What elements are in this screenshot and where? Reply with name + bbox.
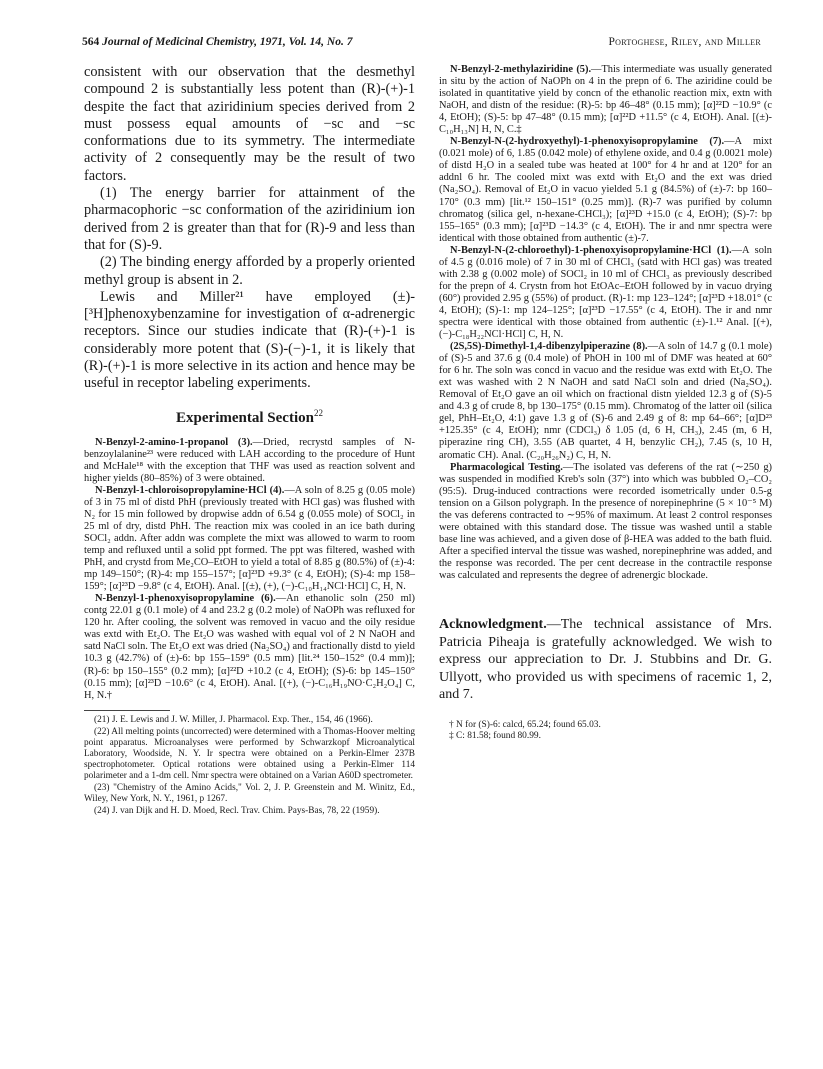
procedure-title: Pharmacological Testing. (450, 461, 563, 473)
discussion-lewis-paragraph: Lewis and Miller²¹ have employed (±)-[³H]phenoxybenzamine for investigation of α-adrenergic receptors. Since our studies indicate that (R)-(+)-1 is considerably more potent that (S)-(−)-1, it is likely that (R)-(+)-1 is more selective in its action and hence may be useful in receptor labeling experiments. (84, 288, 415, 392)
procedure-title: N-Benzyl-2-amino-1-propanol (3). (95, 436, 253, 448)
experimental-left (84, 437, 415, 702)
discussion-continuation: consistent with our observation that the desmethyl compound 2 is substantially less potent than (R)-(+)-1 despite the fact that aziridinium species derived from 2 must possess equal amounts of −sc and −sc conformations due to its symmetry. The intermediate activity of 2 consequently may be the result of two factors. (84, 64, 415, 184)
procedure-body: —An ethanolic soln (250 ml) contg 22.01 g (0.1 mole) of 4 and 23.2 g (0.2 mole) of NaOPh was refluxed for 120 hr. After cooling, the solvent was removed in vacuo and the oily residue was extd with Et₂O. The Et₂O was washed with equal vol of 2 N NaOH and satd NaCl soln. The Et₂O ext was dried (Na₂SO₄) and fractionally distd to yield 10.3 g (42.7%) of (±)-6: bp 155–159° (0.5 mm) [lit.²⁴ 150–152° (0.4 mm)]; (R)-6: bp 150–155° (0.2 mm); [α]²²D +10.2 (c 4, EtOH); (S)-6: bp 145–150° (0.15 mm); [α]²³D −10.6° (c 4, EtOH). Anal. [(+), (−)-C₁₆H₁₉NO·C₂H₂O₄] C, H, N.† (84, 593, 416, 701)
procedure-title: N-Benzyl-N-(2-hydroxyethyl)-1-phenoxyisopropylamine (7). (450, 136, 725, 148)
footnote-23: (23) "Chemistry of the Amino Acids," Vol. 2, J. P. Greenstein and M. Winitz, Ed., Wiley, New York, N. Y., 1961, p 1267. (84, 782, 415, 804)
procedure-title: N-Benzyl-1-phenoxyisopropylamine (6). (95, 593, 276, 605)
footnote-22: (22) All melting points (uncorrected) were determined with a Thomas-Hoover melting point apparatus. Microanalyses were performed by Schwarzkopf Microanalytical Laboratory, Woodside, N. Y. Ir spectra were obtained on a Perkin-Elmer 237B spectrophotometer. Optical rotations were obtained using a Perkin-Elmer 114 polarimeter and a 1-dm cell. Nmr spectra were obtained on a Varian A60D spectrometer. (84, 726, 415, 781)
analysis-footnotes (439, 720, 772, 743)
procedure-compound-5 (439, 64, 772, 136)
acknowledgment (439, 616, 772, 704)
footnote-21: (21) J. E. Lewis and J. W. Miller, J. Pharmacol. Exp. Ther., 154, 46 (1966). (94, 714, 373, 725)
procedure-compound-4 (84, 485, 415, 593)
procedure-title: N-Benzyl-2-methylaziridine (5). (450, 64, 592, 75)
left-column (84, 64, 415, 818)
acknowledgment-text: —The technical assistance of Mrs. Patricia Piheaja is gratefully acknowledged. We wish to express our appreciation to Dr. J. Stubbins and Dr. G. Ullyott, who provided us with specimens of racemic 1, 2, and 7. (439, 617, 772, 703)
experimental-section-heading (84, 408, 415, 427)
discussion-factor-2: (2) The binding energy afforded by a properly oriented methyl group is absent in 2. (84, 254, 415, 288)
section-title-ref: 22 (313, 407, 323, 418)
footnote-dagger: † N for (S)-6: calcd, 65.24; found 65.03. (449, 719, 601, 730)
reference-footnotes (84, 715, 415, 817)
running-authors: Portoghese, Riley, and Miller (608, 36, 761, 48)
procedure-title: (2S,5S)-Dimethyl-1,4-dibenzylpiperazine (8). (450, 341, 648, 353)
footnote-divider (84, 710, 170, 711)
procedure-body: —This intermediate was usually generated in situ by the action of NaOPh on 4 in the prepn of 6. The aziridine could be isolated in quantitative yield by concn of the ethanolic reaction mix, extn with NaOH, and distn of the residue: (R)-5: bp 46–48° (0.15 mm); [α]²²D −10.9° (c 4, EtOH); (S)-5: bp 47–48° (0.15 mm); [α]²²D +11.5° (c 4, EtOH). Anal. [(±)-C₁₀H₁₃N] H, N, C.‡ (439, 64, 772, 136)
acknowledgment-title: Acknowledgment. (439, 617, 547, 633)
journal-title: Journal of Medicinal Chemistry, 1971, Vol. 14, No. 7 (102, 36, 353, 48)
procedure-body: —Dried, recrystd samples of N-benzoylalanine²³ were reduced with LAH according to the procedure of Hunt and McHale¹⁸ with the exception that THF was used as reaction solvent and higher yields (80–85%) of 3 were obtained. (84, 436, 415, 484)
procedure-body: —A soln of 8.25 g (0.05 mole) of 3 in 75 ml of distd PhH (previously treated with HCl gas) was flushed with N₂ for 15 min followed by dropwise addn of 6.54 g (0.055 mole) of SOCl₂ in 25 ml of dry, distd PhH. The reaction mix was cooled in an ice bath during SOCl₂ addn. After addn was complete the mixt was allowed to warm to room temp and refluxed until a solid ppt formed. The ppt was filtered, washed with PhH, and crystd from Me₂CO–EtOH to yield a total of 8.85 g (80.5%) of (±)-4: mp 149–150°; (R)-4: mp 155–157°; [α]²³D +9.3° (c 4, EtOH); (S)-4: mp 158–159°; [α]²³D −9.8° (c 4, EtOH). Anal. [(±), (+), (−)-C₁₀H₁₄NCl·HCl] C, H, N. (84, 484, 415, 593)
procedure-compound-7 (439, 136, 772, 244)
procedure-compound-3 (84, 437, 415, 485)
procedure-body: —The isolated vas deferens of the rat (∼250 g) was suspended in modified Kreb's soln (37°) into which was bubbled O₂–CO₂ (95:5). Drug-induced contractions were recorded isometrically under 0.5-g tension on a Gilson polygraph. In the presence of norepinephrine (5 × 10⁻⁵ M) the vas deferens contracted to ∼95% of maximum. At least 2 control responses were obtained with this standard dose. The tissue was washed until a stable base line was achieved, and a given dose of β-HEA was added to the bath fluid. After a specified interval the tissue was washed, norepinephrine was added, and the response was recorded. The per cent decrease in the contractile response was calculated and represents the degree of adrenergic blockade. (439, 461, 772, 581)
procedure-body: —A soln of 14.7 g (0.1 mole) of (S)-5 and 37.6 g (0.4 mole) of PhOH in 100 ml of DMF was heated at 60° for 6 hr. The soln was concd in vacuo and the residue was extd with Et₂O. The ext was washed with 2 N NaOH and satd NaCl soln and dried (Na₂SO₄). Removal of Et₂O gave an oil which on fractional distn yielded 12.3 g of (S)-5 and 4.3 g of crude 8, bp 130–175° (0.15 mm). Chromatog of the latter oil (silica gel, PhH–Et₂O, 4:1) gave 1.3 g of (S)-6 and 2.49 g of 8: mp 64–66°; [α]D²³ +125.35° (c 4, EtOH); nmr (CDCl₃) δ 1.05 (d, 6 H, CH₃), 2.45 (m, 6 H, piperazine ring CH), 3.55 (AB quartet, 4 H, benzylic CH₂), 7.45 (s, 10 H, aromatic CH). Anal. (C₂₀H₂₆N₂) C, H, N. (439, 341, 772, 461)
procedure-body: —A soln of 4.5 g (0.016 mole) of 7 in 30 ml of CHCl₃ (satd with HCl gas) was treated with 2.38 g (0.002 mole) of SOCl₂ in 10 ml of CHCl₃ as previously described for the prepn of 4. Crystn from hot EtOAc–EtOH followed by in vacuo drying (60°) provided 2.95 g (55%) of product. (R)-1: mp 123–124°; [α]²³D +18.01° (c 4, EtOH); (S)-1: mp 124–125°; [α]²³D −17.55° (c 4, EtOH). The ir and nmr spectra were identical with those obtained from authentic (±)-1.¹² Anal. [(+), (−)-C₁₈H₂₂NCl·HCl] C, H, N. (439, 244, 772, 341)
page-header (82, 36, 761, 52)
footnote-double-dagger: ‡ C: 81.58; found 80.99. (449, 731, 541, 742)
right-column (439, 64, 772, 743)
procedure-compound-1 (439, 245, 772, 341)
section-title-text: Experimental Section (176, 409, 314, 426)
procedure-compound-6 (84, 593, 415, 701)
procedure-title: N-Benzyl-N-(2-chloroethyl)-1-phenoxyisopropylamine·HCl (1). (450, 244, 732, 256)
discussion-text (84, 64, 415, 393)
pharmacological-testing (439, 462, 772, 582)
footnote-24: (24) J. van Dijk and H. D. Moed, Recl. Trav. Chim. Pays-Bas, 78, 22 (1959). (94, 805, 380, 816)
page-number: 564 (82, 36, 100, 48)
experimental-right (439, 64, 772, 582)
procedure-title: N-Benzyl-1-chloroisopropylamine·HCl (4). (95, 484, 285, 496)
procedure-body: —A mixt (0.021 mole) of 6, 1.85 (0.042 mole) of ethylene oxide, and 0.4 g (0.0021 mole) of distd H₂O in a sealed tube was heated at 100° for 4 hr and at 120° for an addnl 6 hr. The cooled mixt was extd with Et₂O and the ext was dried (Na₂SO₄). Removal of Et₂O in vacuo yielded 5.1 g (84.5%) of (±)-7: bp 160–170° (0.3 mm) [lit.¹² 150–151° (0.25 mm)]. (R)-7 was purified by column chromatog (silica gel, n-hexane-CHCl₃); [α]²³D +15.0 (c 4, EtOH); (S)-7: bp 155–165° (0.3 mm); [α]²³D −14.3° (c 4, EtOH). The ir and nmr spectra were identical with those obtained from authentic (±)-7. (439, 136, 772, 244)
header-left (82, 36, 353, 48)
procedure-compound-8 (439, 341, 772, 461)
discussion-factor-1: (1) The energy barrier for attainment of the pharmacophoric −sc conformation of the aziridinium ion derived from 2 is greater than that for (R)-9 and less than that for (S)-9. (84, 185, 415, 253)
